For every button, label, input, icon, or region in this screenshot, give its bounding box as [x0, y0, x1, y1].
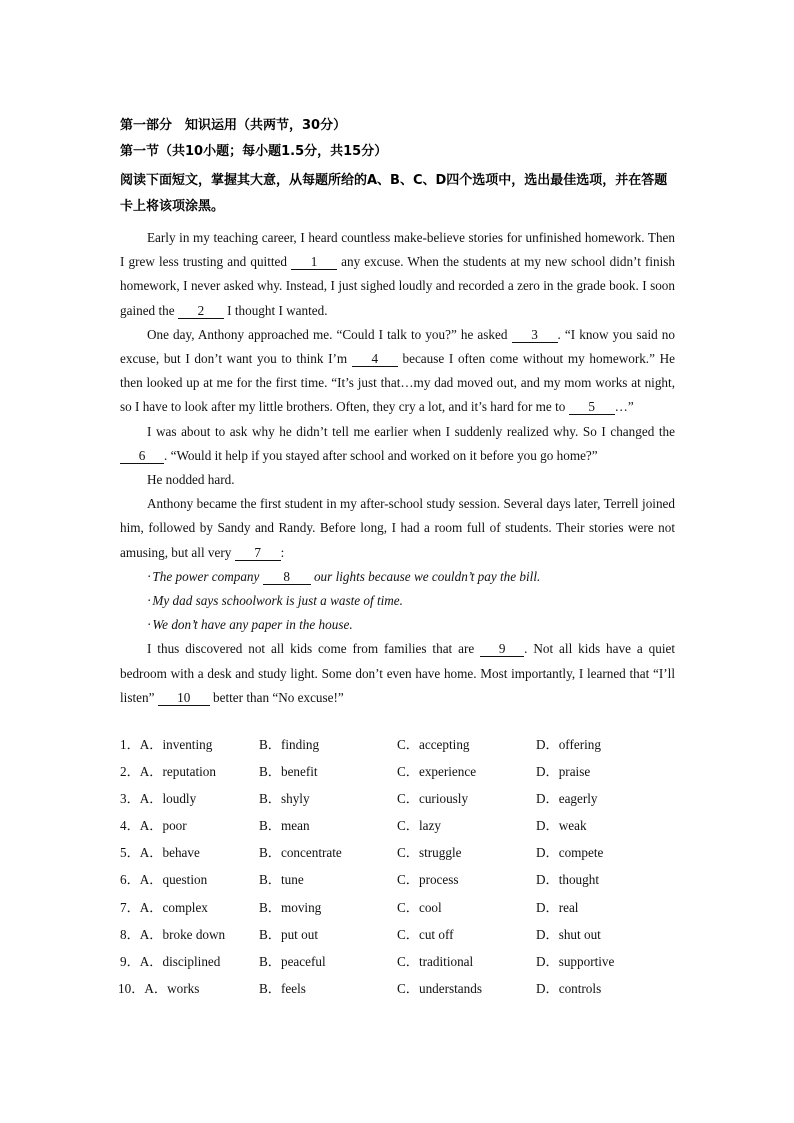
- option-c: C．curiously: [397, 791, 469, 807]
- option-b: B．mean: [259, 818, 310, 834]
- option-d: D．real: [536, 899, 579, 915]
- option-row: [120, 897, 680, 924]
- option-b: B．feels: [259, 980, 306, 996]
- option-d: D．compete: [536, 845, 604, 861]
- bullet: ·: [147, 593, 152, 609]
- option-a: 2．A．reputation: [120, 764, 216, 780]
- paragraph-text: Early in my teaching career, I heard countless make-believe stories for unfinished homework. Then I grew less trusting and quitted: [120, 230, 675, 270]
- option-d: D．eagerly: [536, 791, 598, 807]
- blank-8: 8: [263, 570, 311, 585]
- option-c: C．experience: [397, 764, 477, 780]
- paragraph-text: any excuse. When the students at my new school didn’t finish homework, I never asked why. Instead, I just sighed loudly and recorded a zero in the grade book. I soon gained the: [120, 254, 676, 318]
- option-c: C．cool: [397, 899, 442, 915]
- blank-9: 9: [480, 642, 524, 657]
- option-b: B．finding: [259, 737, 320, 752]
- option-c: C．accepting: [397, 737, 470, 752]
- paragraph-text: One day, Anthony approached me. “Could I talk to you?” he asked: [147, 326, 512, 342]
- option-a: 7．A．complex: [120, 899, 208, 915]
- option-a: 9．A．disciplined: [120, 953, 221, 969]
- option-d: D．thought: [536, 872, 600, 888]
- paragraph-text: Anthony became the first student in my after-school study session. Several days later, Terrell joined him, followed by Sandy and Randy. Before long, I had a room full of students. Their stories were not amusing, but all very: [120, 496, 675, 560]
- quote-text: our lights because we couldn’t pay the bill.: [310, 568, 541, 584]
- quote-item-2: [120, 589, 675, 613]
- option-row: [120, 815, 680, 842]
- paragraph-text: :: [280, 544, 285, 560]
- paragraph-2: [120, 323, 675, 420]
- option-d: D．offering: [536, 737, 601, 752]
- option-d: D．supportive: [536, 953, 615, 969]
- option-b: B．shyly: [259, 791, 310, 807]
- paragraph-text: . Not all kids have a quiet bedroom with a desk and study light. Some don’t even have home. Most importantly, I learned that “I’ll listen”: [120, 641, 675, 705]
- option-c: C．understands: [397, 980, 482, 996]
- blank-2: 2: [178, 304, 224, 319]
- options-list: [120, 734, 680, 1005]
- option-a: 1．A．inventing: [120, 737, 213, 752]
- option-d: D．controls: [536, 980, 602, 996]
- paragraph-text: . “Would it help if you stayed after school and worked on it before you go home?”: [164, 447, 598, 463]
- quote-item-1: [120, 565, 675, 589]
- option-b: B．benefit: [259, 764, 318, 780]
- option-b: B．concentrate: [259, 845, 342, 861]
- paragraph-text: . “I know you said no excuse, but I don’t want you to think I’m: [120, 326, 675, 367]
- instructions: 阅读下面短文，掌握其大意，从每题所给的A、B、C、D四个选项中，选出最佳选项，并在答题卡上将该项涂黑。: [120, 173, 668, 214]
- option-d: D．shut out: [536, 926, 601, 942]
- paragraph-text: I thus discovered not all kids come from families that are: [147, 641, 481, 657]
- quote-text: My dad says schoolwork is just a waste of time.: [152, 593, 403, 609]
- option-a: 6．A．question: [120, 872, 208, 888]
- option-row: [120, 761, 680, 788]
- blank-10: 10: [158, 691, 210, 706]
- document-page: [120, 116, 675, 710]
- option-b: B．tune: [259, 872, 304, 888]
- paragraph-1: [120, 226, 675, 323]
- option-b: B．moving: [259, 899, 322, 915]
- option-b: B．put out: [259, 926, 318, 942]
- quote-item-3: [120, 613, 675, 637]
- paragraph-5: [120, 492, 675, 565]
- option-d: D．weak: [536, 818, 587, 834]
- blank-4: 4: [352, 352, 398, 367]
- blank-7: 7: [235, 546, 281, 561]
- blank-1: 1: [291, 255, 337, 270]
- option-a: 5．A．behave: [120, 845, 200, 861]
- option-row: [120, 978, 680, 1005]
- paragraph-6: [120, 637, 675, 710]
- paragraph-4: He nodded hard.: [147, 472, 235, 488]
- bullet: ·: [147, 617, 152, 633]
- bullet: ·: [147, 568, 152, 584]
- blank-5: 5: [569, 400, 615, 415]
- option-c: C．lazy: [397, 818, 441, 834]
- paragraph-text: better than “No excuse!”: [209, 689, 344, 705]
- blank-6: 6: [120, 449, 164, 464]
- option-c: C．struggle: [397, 845, 462, 861]
- option-a: 10．A．works: [118, 980, 200, 996]
- option-a: 8．A．broke down: [120, 926, 226, 942]
- option-a: 3．A．loudly: [120, 791, 197, 807]
- quote-text: The power company: [152, 568, 263, 584]
- option-row: [120, 951, 680, 978]
- option-c: C．traditional: [397, 953, 474, 969]
- option-d: D．praise: [536, 764, 591, 780]
- paragraph-text: I thought I wanted.: [223, 302, 328, 318]
- section-title: 第一部分 知识运用（共两节，30分）: [120, 118, 347, 133]
- paragraph-text: because I often come without my homework.” He then looked up at me for the first time. “It’s just that…my dad moved out, and my mom works at night, so I have to look after my little brothers. Often, they cry a lot, and it’s hard for me to: [120, 351, 675, 415]
- quote-text: We don’t have any paper in the house.: [152, 617, 353, 633]
- option-row: [120, 869, 680, 896]
- paragraph-text: …”: [614, 399, 634, 415]
- blank-3: 3: [512, 328, 558, 343]
- subsection-title: 第一节（共10小题；每小题1.5分，共15分）: [120, 144, 388, 159]
- option-c: C．cut off: [397, 926, 454, 942]
- paragraph-text: I was about to ask why he didn’t tell me earlier when I suddenly realized why. So I changed the: [147, 423, 675, 439]
- option-row: [120, 734, 680, 761]
- option-a: 4．A．poor: [120, 818, 187, 834]
- paragraph-3: [120, 420, 675, 468]
- option-row: [120, 842, 680, 869]
- option-c: C．process: [397, 872, 459, 888]
- option-row: [120, 924, 680, 951]
- option-row: [120, 788, 680, 815]
- option-b: B．peaceful: [259, 953, 326, 969]
